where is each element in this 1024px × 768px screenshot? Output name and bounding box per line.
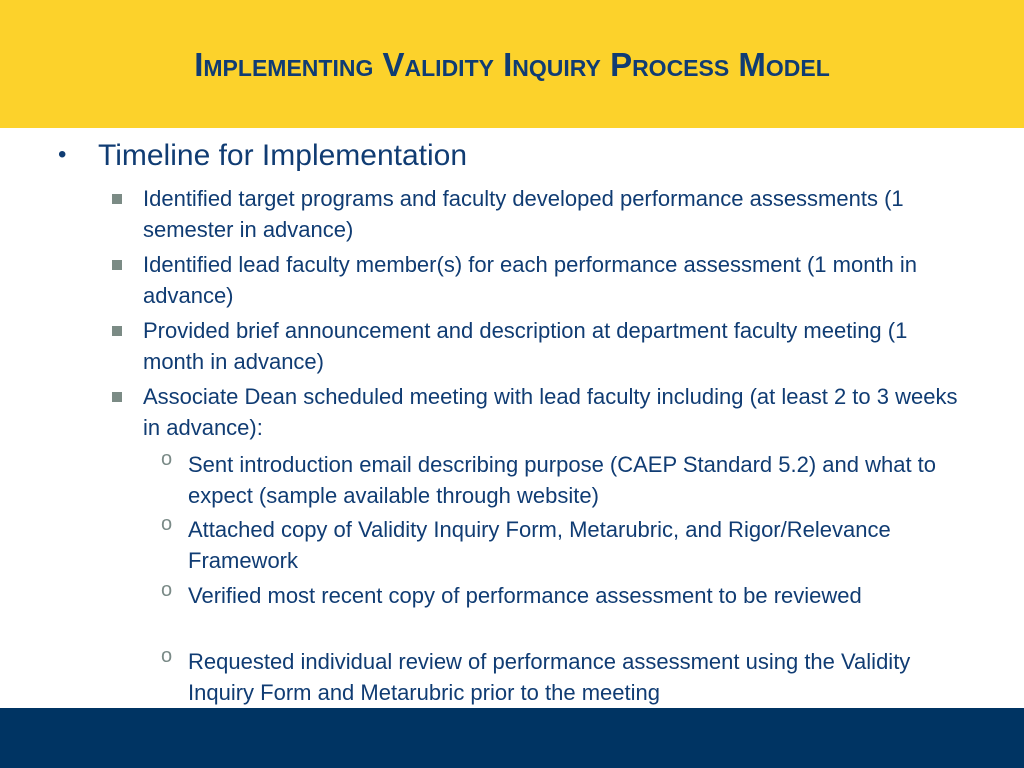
circle-bullet-icon: o: [161, 645, 173, 667]
bullet-dot-icon: •: [58, 141, 67, 168]
level3-item: [161, 646, 981, 708]
circle-bullet-icon: o: [161, 448, 173, 470]
level2-item-text: Identified lead faculty member(s) for each performance assessment (1 month in advance): [143, 252, 918, 308]
level3-item-text: Attached copy of Validity Inquiry Form, Metarubric, and Rigor/Relevance Framework: [188, 517, 891, 573]
level2-item: [112, 315, 972, 377]
level2-item: [112, 249, 972, 311]
slide-title: Implementing Validity Inquiry Process Model: [194, 46, 830, 83]
square-bullet-icon: [112, 392, 122, 402]
level3-item: [161, 449, 981, 511]
level2-item: [112, 183, 972, 245]
level2-item: [112, 381, 972, 443]
footer-bar: [0, 708, 1024, 768]
slide-content: [0, 128, 1024, 708]
level1-bullet-item: [58, 137, 467, 175]
square-bullet-icon: [112, 260, 122, 270]
level3-item-text: Sent introduction email describing purpose (CAEP Standard 5.2) and what to expect (sample available through website): [188, 452, 937, 508]
level3-item-text: Verified most recent copy of performance assessment to be reviewed: [188, 583, 862, 608]
circle-bullet-icon: o: [161, 513, 173, 535]
level2-item-text: Identified target programs and faculty developed performance assessments (1 semester in advance): [143, 186, 904, 242]
level3-item-text: Requested individual review of performance assessment using the Validity Inquiry Form and Metarubric prior to the meeting: [188, 649, 911, 705]
square-bullet-icon: [112, 194, 122, 204]
square-bullet-icon: [112, 326, 122, 336]
circle-bullet-icon: o: [161, 579, 173, 601]
level2-item-text: Associate Dean scheduled meeting with lead faculty including (at least 2 to 3 weeks in advance):: [143, 384, 958, 440]
level1-text: Timeline for Implementation: [98, 139, 468, 172]
level2-item-text: Provided brief announcement and description at department faculty meeting (1 month in advance): [143, 318, 908, 374]
title-bar: [0, 0, 1024, 128]
level3-item: [161, 580, 981, 611]
level3-item: [161, 514, 981, 576]
